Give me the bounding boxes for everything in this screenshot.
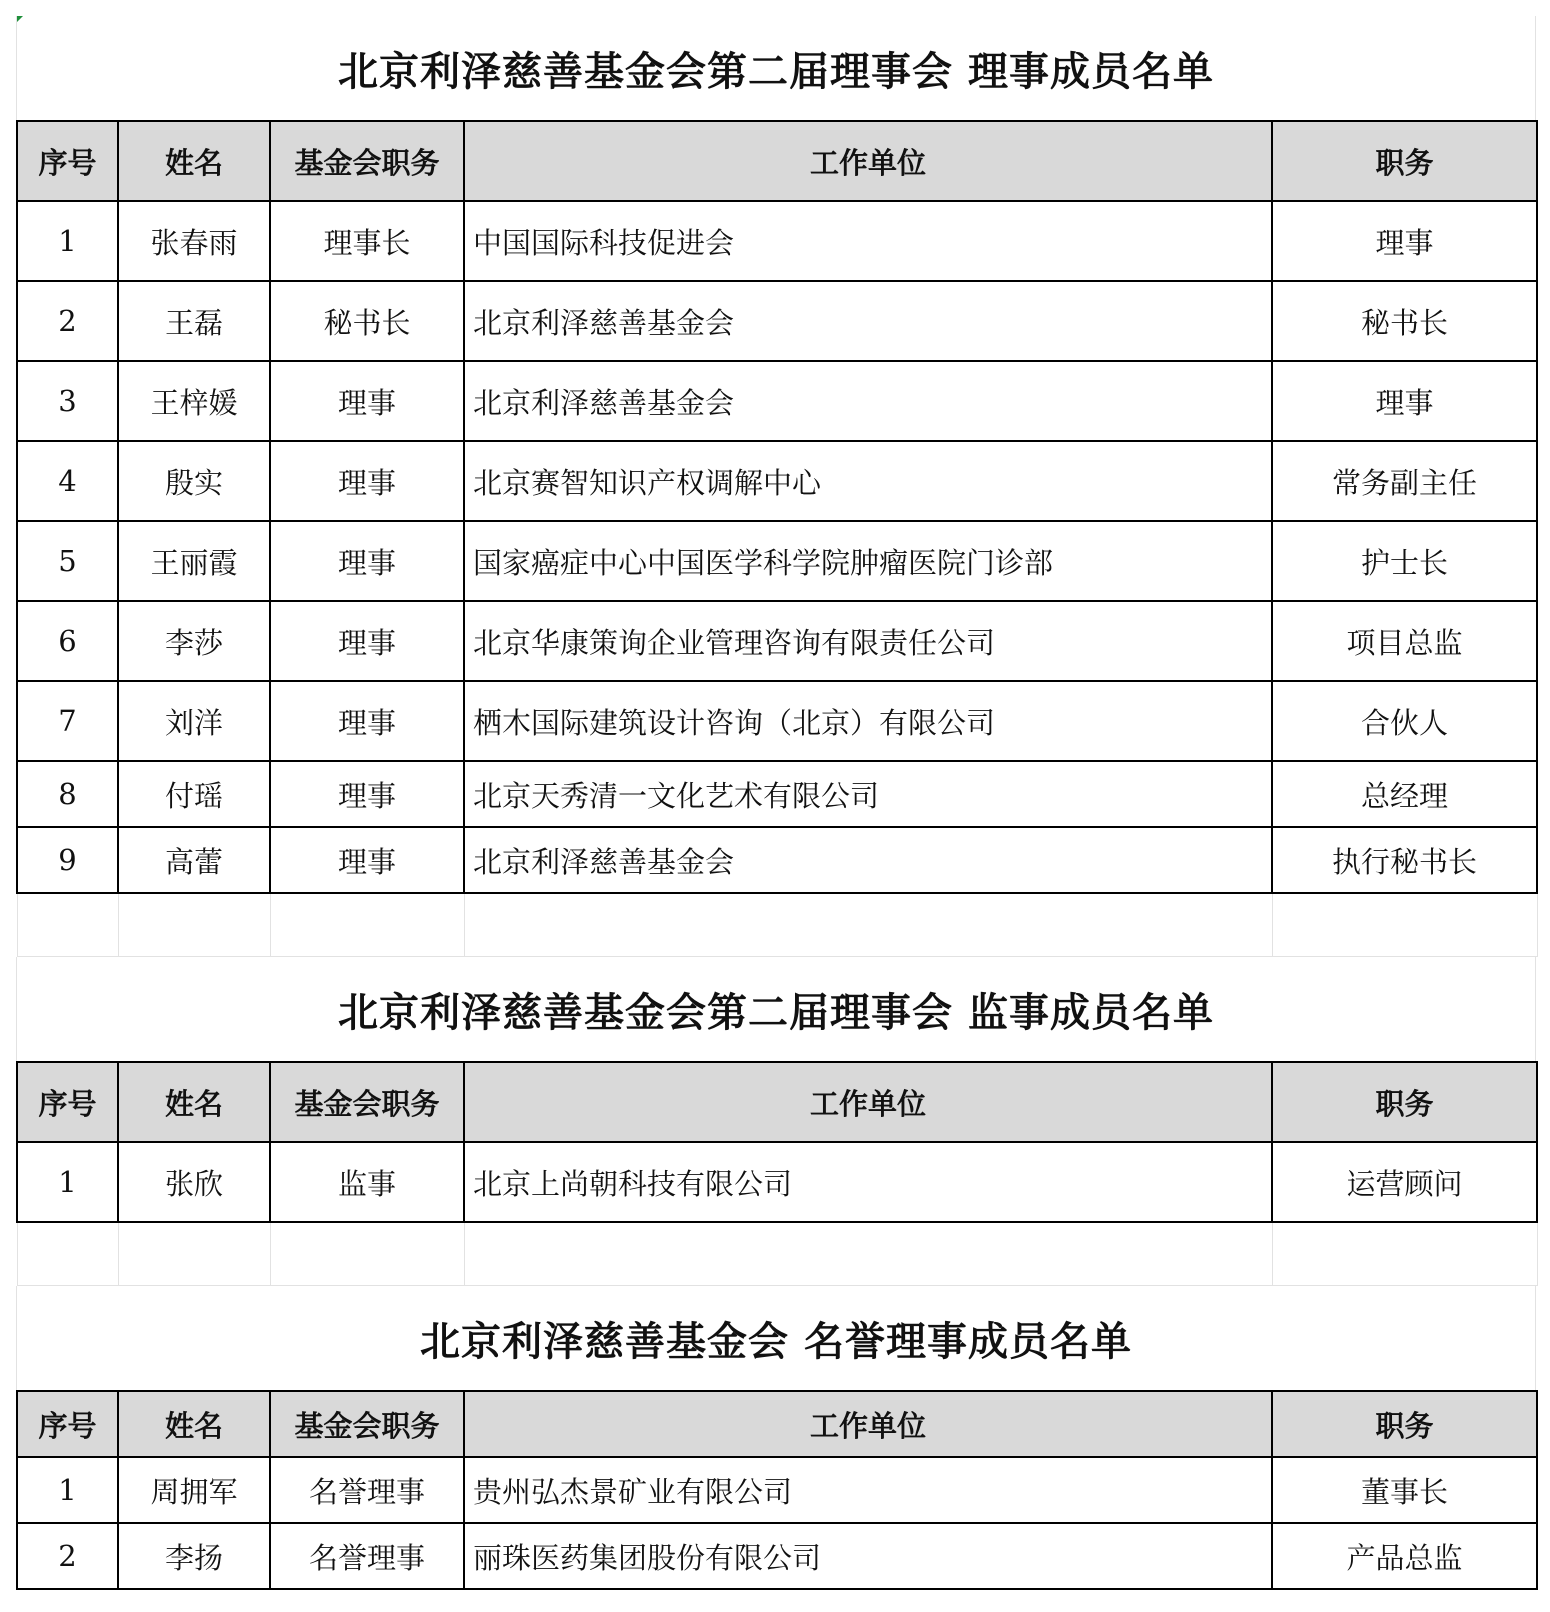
section-title: 北京利泽慈善基金会第二届理事会 理事成员名单 (16, 16, 1536, 120)
cell-foundation-role[interactable]: 理事 (270, 827, 464, 893)
empty-cell[interactable] (270, 1222, 464, 1286)
cell-work-unit[interactable]: 北京利泽慈善基金会 (464, 281, 1272, 361)
empty-cell[interactable] (464, 1222, 1272, 1286)
cell-row-number[interactable]: 6 (17, 601, 118, 681)
cell-work-unit[interactable]: 国家癌症中心中国医学科学院肿瘤医院门诊部 (464, 521, 1272, 601)
cell-name[interactable]: 周拥军 (118, 1457, 270, 1523)
cell-position[interactable]: 执行秘书长 (1272, 827, 1537, 893)
cell-position[interactable]: 理事 (1272, 361, 1537, 441)
column-header-row-number[interactable]: 序号 (17, 1062, 118, 1142)
column-header-foundation-role[interactable]: 基金会职务 (270, 1062, 464, 1142)
cell-row-number[interactable]: 5 (17, 521, 118, 601)
cell-position[interactable]: 秘书长 (1272, 281, 1537, 361)
cell-name[interactable]: 张欣 (118, 1142, 270, 1222)
cell-name[interactable]: 殷实 (118, 441, 270, 521)
cell-row-number[interactable]: 9 (17, 827, 118, 893)
table-header-row (17, 1062, 1537, 1142)
cell-foundation-role[interactable]: 监事 (270, 1142, 464, 1222)
section-title: 北京利泽慈善基金会第二届理事会 监事成员名单 (16, 957, 1536, 1061)
cell-foundation-role[interactable]: 名誉理事 (270, 1457, 464, 1523)
cell-position[interactable]: 合伙人 (1272, 681, 1537, 761)
column-header-name[interactable]: 姓名 (118, 1391, 270, 1457)
member-table (16, 120, 1538, 957)
column-header-foundation-role[interactable]: 基金会职务 (270, 121, 464, 201)
cell-name[interactable]: 刘洋 (118, 681, 270, 761)
cell-name[interactable]: 王磊 (118, 281, 270, 361)
table-header-row (17, 1391, 1537, 1457)
cell-work-unit[interactable]: 中国国际科技促进会 (464, 201, 1272, 281)
table-row (17, 441, 1537, 521)
table-row (17, 201, 1537, 281)
cell-work-unit[interactable]: 北京赛智知识产权调解中心 (464, 441, 1272, 521)
cell-position[interactable]: 产品总监 (1272, 1523, 1537, 1589)
column-header-position[interactable]: 职务 (1272, 121, 1537, 201)
cell-name[interactable]: 王梓媛 (118, 361, 270, 441)
empty-cell[interactable] (1272, 1222, 1537, 1286)
cell-position[interactable]: 常务副主任 (1272, 441, 1537, 521)
cell-foundation-role[interactable]: 理事 (270, 681, 464, 761)
column-header-name[interactable]: 姓名 (118, 121, 270, 201)
cell-work-unit[interactable]: 北京华康策询企业管理咨询有限责任公司 (464, 601, 1272, 681)
spreadsheet (16, 16, 1536, 1590)
cell-foundation-role[interactable]: 理事 (270, 761, 464, 827)
empty-cell[interactable] (118, 893, 270, 957)
cell-position[interactable]: 理事 (1272, 201, 1537, 281)
cell-foundation-role[interactable]: 理事 (270, 441, 464, 521)
cell-name[interactable]: 李莎 (118, 601, 270, 681)
column-header-work-unit[interactable]: 工作单位 (464, 1062, 1272, 1142)
table-row (17, 1142, 1537, 1222)
cell-row-number[interactable]: 1 (17, 201, 118, 281)
column-header-name[interactable]: 姓名 (118, 1062, 270, 1142)
cell-row-number[interactable]: 7 (17, 681, 118, 761)
empty-cell[interactable] (17, 893, 118, 957)
cell-position[interactable]: 总经理 (1272, 761, 1537, 827)
cell-foundation-role[interactable]: 理事 (270, 521, 464, 601)
table-row (17, 827, 1537, 893)
cell-position[interactable]: 护士长 (1272, 521, 1537, 601)
cell-foundation-role[interactable]: 名誉理事 (270, 1523, 464, 1589)
cell-foundation-role[interactable]: 秘书长 (270, 281, 464, 361)
cell-row-number[interactable]: 2 (17, 1523, 118, 1589)
table-row (17, 521, 1537, 601)
cell-work-unit[interactable]: 北京上尚朝科技有限公司 (464, 1142, 1272, 1222)
cell-row-number[interactable]: 8 (17, 761, 118, 827)
cell-name[interactable]: 李扬 (118, 1523, 270, 1589)
cell-foundation-role[interactable]: 理事 (270, 361, 464, 441)
cell-row-number[interactable]: 1 (17, 1457, 118, 1523)
table-row (17, 1523, 1537, 1589)
table-header-row (17, 121, 1537, 201)
column-header-row-number[interactable]: 序号 (17, 121, 118, 201)
cell-position[interactable]: 运营顾问 (1272, 1142, 1537, 1222)
column-header-work-unit[interactable]: 工作单位 (464, 1391, 1272, 1457)
section-title: 北京利泽慈善基金会 名誉理事成员名单 (16, 1286, 1536, 1390)
cell-work-unit[interactable]: 贵州弘杰景矿业有限公司 (464, 1457, 1272, 1523)
cell-work-unit[interactable]: 北京利泽慈善基金会 (464, 361, 1272, 441)
cell-foundation-role[interactable]: 理事 (270, 601, 464, 681)
cell-work-unit[interactable]: 丽珠医药集团股份有限公司 (464, 1523, 1272, 1589)
empty-cell[interactable] (464, 893, 1272, 957)
table-row (17, 281, 1537, 361)
column-header-position[interactable]: 职务 (1272, 1062, 1537, 1142)
cell-row-number[interactable]: 3 (17, 361, 118, 441)
empty-cell[interactable] (1272, 893, 1537, 957)
cell-work-unit[interactable]: 栖木国际建筑设计咨询（北京）有限公司 (464, 681, 1272, 761)
cell-name[interactable]: 高蕾 (118, 827, 270, 893)
table-row (17, 361, 1537, 441)
cell-work-unit[interactable]: 北京天秀清一文化艺术有限公司 (464, 761, 1272, 827)
cell-name[interactable]: 王丽霞 (118, 521, 270, 601)
table-row (17, 761, 1537, 827)
cell-row-number[interactable]: 4 (17, 441, 118, 521)
empty-cell[interactable] (17, 1222, 118, 1286)
empty-row (17, 893, 1537, 957)
cell-row-number[interactable]: 2 (17, 281, 118, 361)
member-table (16, 1061, 1538, 1286)
table-row (17, 681, 1537, 761)
cell-position[interactable]: 董事长 (1272, 1457, 1537, 1523)
cell-foundation-role[interactable]: 理事长 (270, 201, 464, 281)
table-row (17, 1457, 1537, 1523)
empty-cell[interactable] (270, 893, 464, 957)
cell-work-unit[interactable]: 北京利泽慈善基金会 (464, 827, 1272, 893)
column-header-work-unit[interactable]: 工作单位 (464, 121, 1272, 201)
table-row (17, 601, 1537, 681)
column-header-foundation-role[interactable]: 基金会职务 (270, 1391, 464, 1457)
cell-position[interactable]: 项目总监 (1272, 601, 1537, 681)
empty-cell[interactable] (118, 1222, 270, 1286)
empty-row (17, 1222, 1537, 1286)
cell-name[interactable]: 张春雨 (118, 201, 270, 281)
column-header-position[interactable]: 职务 (1272, 1391, 1537, 1457)
member-table (16, 1390, 1538, 1590)
cell-row-number[interactable]: 1 (17, 1142, 118, 1222)
column-header-row-number[interactable]: 序号 (17, 1391, 118, 1457)
cell-name[interactable]: 付瑶 (118, 761, 270, 827)
